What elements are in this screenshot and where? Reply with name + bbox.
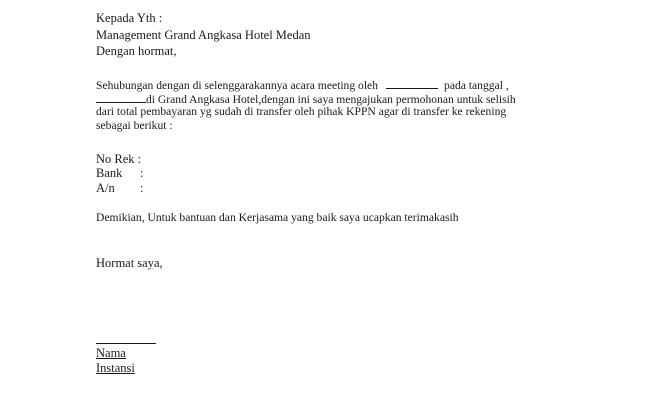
organization-line: Management Grand Angkasa Hotel Medan [96,28,311,42]
bank-label: Bank [96,166,123,180]
date-blank [96,92,146,103]
an-line [96,182,143,195]
body-line-2-text: di Grand Angkasa Hotel,dengan ini saya mengajukan permohonan untuk selisih [146,93,516,106]
bank-separator: : [140,166,144,180]
bank-line [96,167,143,180]
sign-off-line: Hormat saya, [96,256,163,270]
signature-line [96,343,156,344]
name-label: Nama [96,346,126,360]
body-line-1 [96,78,509,92]
body-line-4: sebagai berikut : [96,119,173,132]
institution-label: Instansi [96,361,135,375]
organizer-blank [386,78,438,89]
an-separator: : [140,181,144,195]
greeting-line: Dengan hormat, [96,44,177,58]
an-label: A/n [96,181,115,195]
body-line-2 [96,92,516,106]
body-line-3: dari total pembayaran yg sudah di transfer oleh pihak KPPN agar di transfer ke rekening [96,105,507,118]
body-line-1-text: Sehubungan dengan di selenggarakannya acara meeting oleh [96,79,379,92]
body-line-1-tail: pada tanggal , [444,79,509,92]
closing-line: Demikian, Untuk bantuan dan Kerjasama yang baik saya ucapkan terimakasih [96,211,459,224]
no-rek-line [96,153,141,166]
recipient-line: Kepada Yth : [96,11,163,25]
no-rek-label: No Rek : [96,152,142,166]
